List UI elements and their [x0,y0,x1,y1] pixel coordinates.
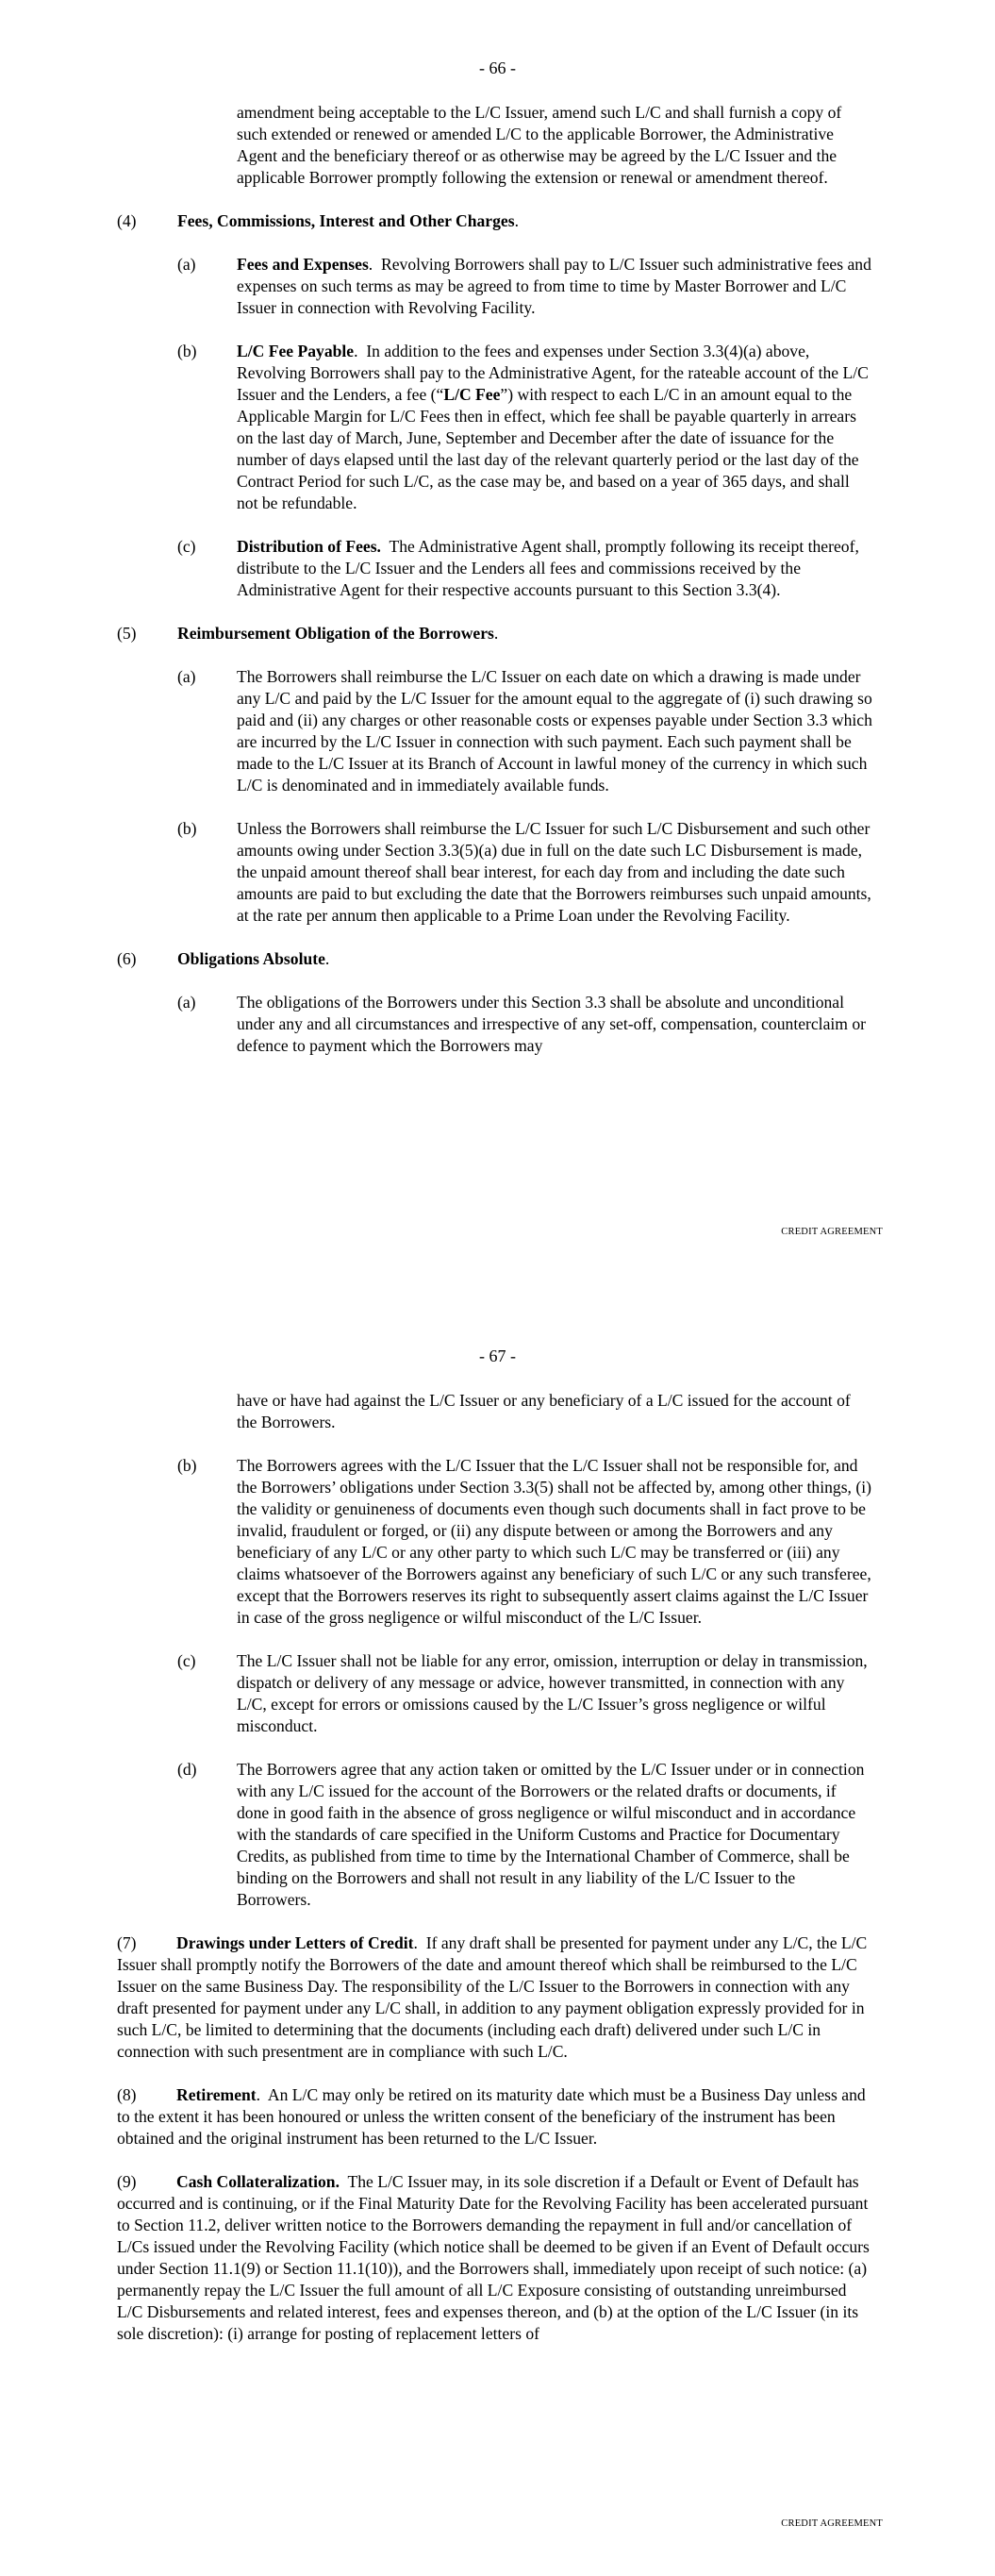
footer-label: CREDIT AGREEMENT [781,2518,883,2529]
intro-paragraph: amendment being acceptable to the L/C Issuer, amend such L/C and shall furnish a copy of such extended or renewed or amended L/C to the applicable Borrower, the Administrative Agent and the beneficiary thereof or as otherwise may be agreed by the L/C Issuer and the applicable Borrower promptly following the extension or renewal or amendment thereof. [237,103,842,187]
page-number: - 66 - [479,59,516,77]
section-5a: (a) The Borrowers shall reimburse the L/C Issuer on each date on which a drawing is made under any L/C and paid by the L/C Issuer for the amount equal to the aggregate of (i) such drawing so paid and (ii) any charges or other reasonable costs or expenses payable under Section 3.3 which are incurred by the L/C Issuer in connection with such payment. Each such payment shall be made to the L/C Issuer at its Branch of Account in lawful money of the currency in which such L/C is denominated and in immediately available funds. [177,667,872,795]
footer-label: CREDIT AGREEMENT [781,1227,883,1237]
section-4-heading: (4) Fees, Commissions, Interest and Other Charges. [117,211,519,230]
section-5b: (b) Unless the Borrowers shall reimburse the L/C Issuer for such L/C Disbursement and such other amounts owing under Section 3.3(5)(a) due in full on the date such LC Disbursement is made, the unpaid amount thereof shall bear interest, for each day from and including the date such amounts are paid to but excluding the date that the Borrowers reimburses such unpaid amounts, at the rate per annum then applicable to a Prime Loan under the Revolving Facility. [177,819,871,925]
section-8: (8) Retirement. An L/C may only be retired on its maturity date which must be a Business Day unless and to the extent it has been honoured or unless the written consent of the beneficiary of the instrument has been obtained and the original instrument has been returned to the L/C Issuer. [117,2085,866,2148]
section-6-heading: (6) Obligations Absolute. [117,949,330,968]
section-6b: (b) The Borrowers agrees with the L/C Issuer that the L/C Issuer shall not be responsible for, and the Borrowers’ obligations under Section 3.3(5) shall not be affected by, among other things, (i) the validity or genuineness of documents even though such documents shall in fact prove to be invalid, fraudulent or forged, or (ii) any dispute between or among the Borrowers and any beneficiary of any L/C or any other party to which such L/C may be transferred or (iii) any claims whatsoever of the Borrowers against any beneficiary of such L/C or any such transferee, except that the Borrowers reserves its right to subsequently assert claims against the L/C Issuer in case of the gross negligence or wilful misconduct of the L/C Issuer. [177,1456,871,1627]
section-4a: (a) Fees and Expenses. Revolving Borrowers shall pay to L/C Issuer such administrative fees and expenses on such terms as may be agreed to from time to time by Master Borrower and L/C Issuer in connection with Revolving Facility. [177,255,871,317]
page-body [117,102,872,1057]
section-4c: (c) Distribution of Fees. The Administrative Agent shall, promptly following its receipt thereof, distribute to the L/C Issuer and the Lenders all fees and commissions received by the Administrative Agent for their respective accounts pursuant to this Section 3.3(4). [177,537,859,599]
section-9: (9) Cash Collateralization. The L/C Issuer may, in its sole discretion if a Default or Event of Default has occurred and is continuing, or if the Final Maturity Date for the Revolving Facility has been accelerated pursuant to Section 11.2, deliver written notice to the Borrowers demanding the repayment in full and/or cancellation of L/Cs issued under the Revolving Facility (which notice shall be deemed to be given if an Event of Default occurs under Section 11.1(9) or Section 11.1(10)), and the Borrowers shall, immediately upon receipt of such notice: (a) permanently repay the L/C Issuer the full amount of all L/C Exposure consisting of outstanding unreimbursed L/C Disbursements and related interest, fees and expenses thereon, and (b) at the option of the L/C Issuer (in its sole discretion): (i) arrange for posting of replacement letters of [117,2172,870,2343]
continued-paragraph: have or have had against the L/C Issuer or any beneficiary of a L/C issued for the account of the Borrowers. [237,1391,851,1431]
section-7: (7) Drawings under Letters of Credit. If any draft shall be presented for payment under any L/C, the L/C Issuer shall promptly notify the Borrowers of the date and amount thereof which shall be reimbursed to the L/C Issuer on the same Business Day. The responsibility of the L/C Issuer to the Borrowers in connection with any draft presented for payment under any L/C shall, in addition to any payment obligation expressly provided for in such L/C, be limited to determining that the documents (including each draft) delivered under such L/C in connection with such presentment are in compliance with such L/C. [117,1933,868,2061]
section-5-heading: (5) Reimbursement Obligation of the Borrowers. [117,624,499,643]
page-67 [0,1288,995,2576]
section-6d: (d) The Borrowers agree that any action taken or omitted by the L/C Issuer under or in connection with any L/C issued for the account of the Borrowers or the related drafts or documents, if done in good faith in the absence of gross negligence or wilful misconduct and in accordance with the standards of care specified in the Uniform Customs and Practice for Documentary Credits, as published from time to time by the International Chamber of Commerce, shall be binding on the Borrowers and shall not result in any liability of the L/C Issuer to the Borrowers. [177,1760,865,1909]
page-body [117,1390,872,2345]
page-number: - 67 - [479,1347,516,1365]
section-4b: (b) L/C Fee Payable. In addition to the fees and expenses under Section 3.3(4)(a) above, Revolving Borrowers shall pay to the Administrative Agent, for the rateable account of the L/C Issuer and the Lenders, a fee (“L/C Fee”) with respect to each L/C in an amount equal to the Applicable Margin for L/C Fees then in effect, which fee shall be payable quarterly in arrears on the last day of March, June, September and December after the date of issuance for the number of days elapsed until the last day of the relevant quarterly period or the last day of the Contract Period for such L/C, as the case may be, and based on a year of 365 days, and shall not be refundable. [177,342,869,512]
section-6c: (c) The L/C Issuer shall not be liable for any error, omission, interruption or delay in transmission, dispatch or delivery of any message or advice, however transmitted, in connection with any L/C, except for errors or omissions caused by the L/C Issuer’s gross negligence or wilful misconduct. [177,1651,868,1735]
section-6a: (a) The obligations of the Borrowers under this Section 3.3 shall be absolute and unconditional under any and all circumstances and irrespective of any set-off, compensation, counterclaim or defence to payment which the Borrowers may [177,993,867,1055]
